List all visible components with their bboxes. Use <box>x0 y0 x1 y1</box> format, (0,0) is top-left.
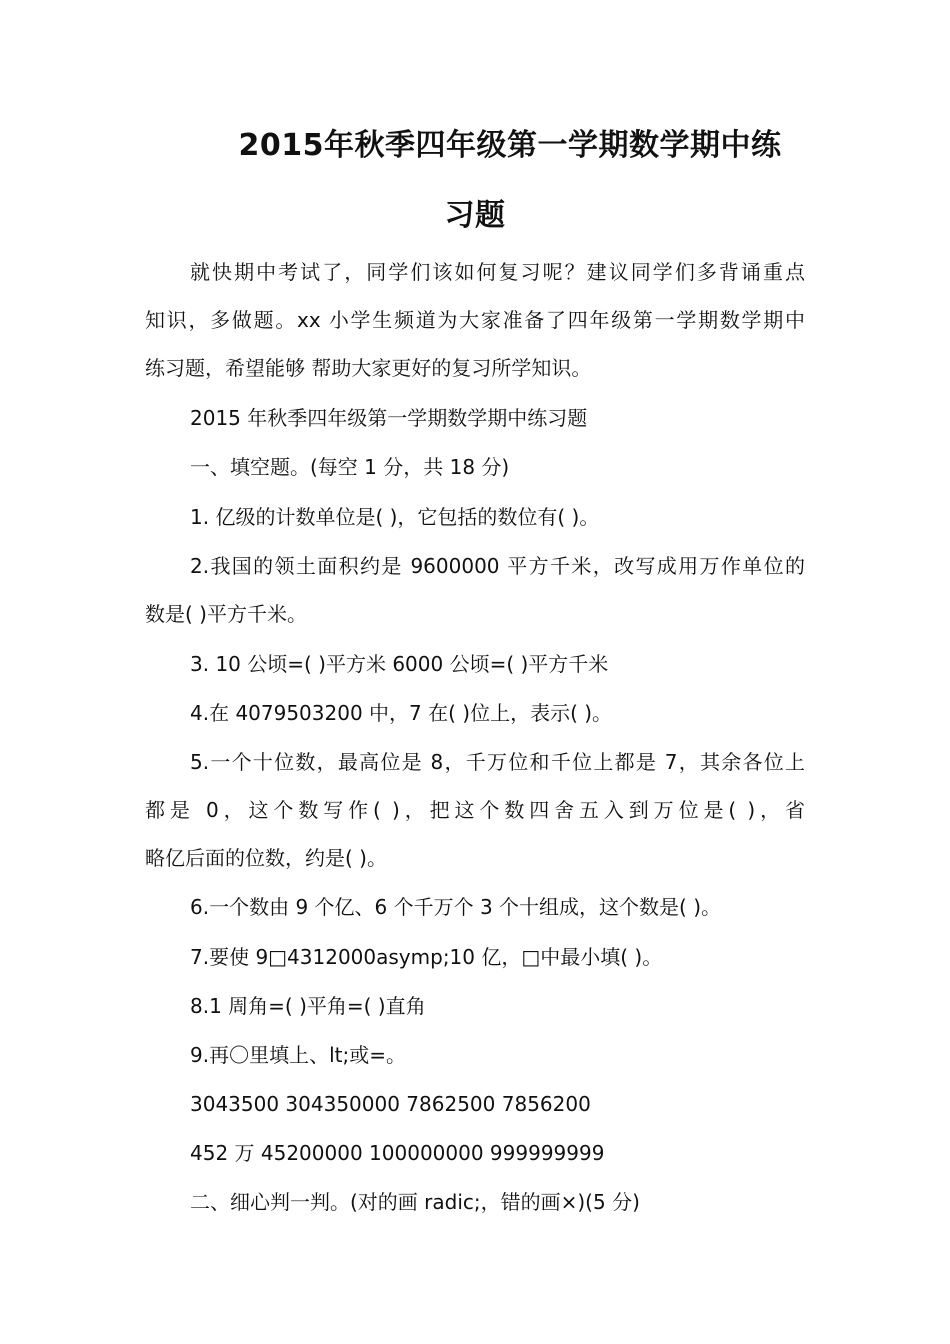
question-2-line-1: 2.我国的领土面积约是 9600000 平方千米，改写成用万作单位的 <box>190 554 805 578</box>
question-4: 4.在 4079503200 中，7 在( )位上，表示( )。 <box>190 701 613 725</box>
intro-paragraph-line-3: 练习题，希望能够 帮助大家更好的复习所学知识。 <box>145 356 592 380</box>
intro-paragraph-line-1: 就快期中考试了，同学们该如何复习呢？建议同学们多背诵重点 <box>190 260 805 284</box>
question-9: 9.再〇里填上、lt;或=。 <box>190 1043 406 1067</box>
section-1-heading: 一、填空题。(每空 1 分，共 18 分) <box>190 455 510 479</box>
question-8: 8.1 周角=( )平角=( )直角 <box>190 994 426 1018</box>
exercise-subtitle: 2015 年秋季四年级第一学期数学期中练习题 <box>190 406 588 430</box>
document-title-line-2: 习题 <box>444 198 506 233</box>
question-3: 3. 10 公顷=( )平方米 6000 公顷=( )平方千米 <box>190 652 609 676</box>
question-7: 7.要使 9□4312000asymp;10 亿，□中最小填( )。 <box>190 945 663 969</box>
question-1: 1. 亿级的计数单位是( )，它包括的数位有( )。 <box>190 505 600 529</box>
question-2-line-2: 数是( )平方千米。 <box>145 602 307 626</box>
intro-paragraph-line-2: 知识，多做题。xx 小学生频道为大家准备了四年级第一学期数学期中 <box>145 308 805 332</box>
comparison-row-1: 3043500 304350000 7862500 7856200 <box>190 1092 591 1116</box>
question-5-line-2: 都是 0，这个数写作( )，把这个数四舍五入到万位是( )，省 <box>145 798 805 822</box>
comparison-row-2: 452 万 45200000 100000000 999999999 <box>190 1141 605 1165</box>
question-5-line-3: 略亿后面的位数，约是( )。 <box>145 846 387 870</box>
document-title-line-1: 2015年秋季四年级第一学期数学期中练 <box>238 128 782 163</box>
section-2-heading: 二、细心判一判。(对的画 radic;，错的画×)(5 分) <box>190 1190 640 1214</box>
question-5-line-1: 5.一个十位数，最高位是 8，千万位和千位上都是 7，其余各位上 <box>190 750 805 774</box>
question-6: 6.一个数由 9 个亿、6 个千万个 3 个十组成，这个数是( )。 <box>190 895 722 919</box>
